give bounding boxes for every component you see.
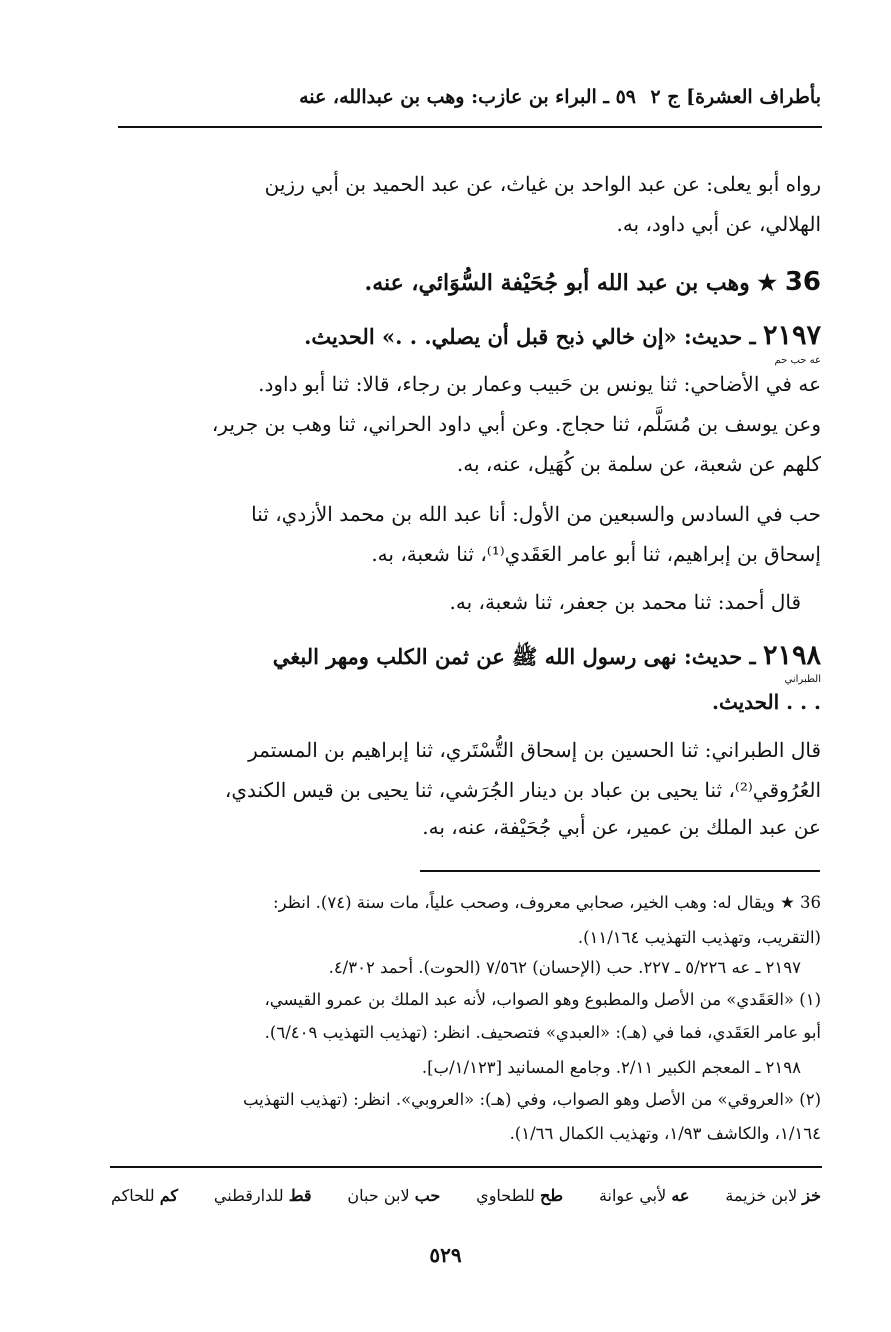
hadith-number: ٢١٩٧ — [762, 320, 821, 351]
p2197a-line-1: عه في الأضاحي: ثنا يونس بن حَبيب وعمار بن رجاء، قالا: ثنا أبو داود. — [258, 372, 821, 396]
legend-item: كم للحاكم — [111, 1186, 179, 1205]
hadith-2198-continuation: . . . الحديث. — [711, 690, 821, 714]
p2198-line-1: قال الطبراني: ثنا الحسين بن إسحاق التُّسْتَري، ثنا إبراهيم بن المستمر — [248, 738, 821, 762]
footnote-2197: ٢١٩٧ ـ عه ٥/٢٢٦ ـ ٢٢٧. حب (الإحسان) ٧/٥٦٢ (الحوت). أحمد ٤/٣٠٢. — [328, 958, 801, 977]
running-header-right: بأطراف العشرة] ج ٢ — [650, 86, 821, 108]
p2197a-line-2: وعن يوسف بن مُسَلَّم، ثنا حجاج. وعن أبي داود الحراني، ثنا وهب بن جرير، — [211, 412, 821, 436]
p2197b-line-1: حب في السادس والسبعين من الأول: أنا عبد الله بن محمد الأزدي، ثنا — [251, 502, 821, 526]
legend-rule — [110, 1166, 822, 1168]
p2198-line-3: عن عبد الملك بن عمير، عن أبي جُحَيْفة، عنه، به. — [422, 815, 821, 839]
p2198-line-2: العُرُوقي⁽²⁾، ثنا يحيى بن عباد بن دينار الجُرَشي، ثنا يحيى بن قيس الكندي، — [224, 778, 821, 802]
footnote-2198: ٢١٩٨ ـ المعجم الكبير ٢/١١. وجامع المسانيد [١/١٢٣/ب]. — [421, 1058, 801, 1077]
footnote-36-line-2: (التقريب، وتهذيب التهذيب ١١/١٦٤). — [577, 928, 821, 947]
section-number: 36 — [784, 267, 821, 297]
section-title: وهب بن عبد الله أبو جُحَيْفة السُّوَائي، عنه. — [364, 270, 750, 296]
hadith-2198-heading — [273, 640, 821, 675]
intro-line-2: الهلالي، عن أبي داود، به. — [616, 212, 821, 236]
legend-item: عه لأبي عوانة — [598, 1186, 690, 1205]
page-number: ٥٢٩ — [429, 1243, 462, 1267]
legend-item: قط للدارقطني — [213, 1186, 312, 1205]
section-36-heading — [365, 267, 821, 297]
star-icon: ★ — [757, 270, 778, 296]
legend-item: طح للطحاوي — [476, 1186, 564, 1205]
hadith-2197-heading — [304, 320, 821, 351]
header-rule — [118, 126, 822, 128]
footnote-1-line-2: أبو عامر العَقَدي، فما في (هـ): «العبدي» فتصحيف. انظر: (تهذيب التهذيب ٦/٤٠٩). — [264, 1023, 821, 1042]
running-header-title: ٥٩ ـ البراء بن عازب: وهب بن عبدالله، عنه — [299, 86, 636, 108]
p2197b-line-2: إسحاق بن إبراهيم، ثنا أبو عامر العَقَدي⁽¹⁾، ثنا شعبة، به. — [371, 542, 821, 566]
legend-item: حب لابن حبان — [347, 1186, 441, 1205]
footnote-rule — [420, 870, 820, 872]
footnote-2-line-1: (٢) «العروقي» من الأصل وهو الصواب، وفي (هـ): «العروبي». انظر: (تهذيب التهذيب — [242, 1090, 821, 1109]
hadith-number: ٢١٩٨ — [762, 640, 821, 671]
footnote-1-line-1: (١) «العَقَدي» من الأصل والمطبوع وهو الصواب، لأنه عبد الملك بن عمرو القيسي، — [264, 990, 821, 1009]
abbreviation-legend — [111, 1186, 821, 1205]
footnote-2-line-2: ١/١٦٤، والكاشف ١/٩٣، وتهذيب الكمال ١/٦٦). — [509, 1124, 821, 1143]
hadith-title: ـ حديث: نهى رسول الله ﷺ عن ثمن الكلب ومهر البغي — [272, 644, 756, 669]
footnote-36-line-1: 36 ★ ويقال له: وهب الخير، صحابي معروف، وصحب علياً، مات سنة (٧٤). انظر: — [273, 893, 821, 912]
p2197c-line-1: قال أحمد: ثنا محمد بن جعفر، ثنا شعبة، به. — [449, 590, 801, 614]
intro-line-1: رواه أبو يعلى: عن عبد الواحد بن غياث، عن عبد الحميد بن أبي رزين — [264, 172, 821, 196]
legend-item: خز لابن خزيمة — [725, 1186, 821, 1205]
hadith-title: ـ حديث: «إن خالي ذبح قبل أن يصلي. . .» الحديث. — [304, 324, 756, 349]
hadith-2198-sigla: الطبراني — [784, 674, 821, 685]
hadith-2197-sigla: عه حب حم — [774, 355, 821, 366]
p2197a-line-3: كلهم عن شعبة، عن سلمة بن كُهَيل، عنه، به. — [456, 452, 821, 476]
